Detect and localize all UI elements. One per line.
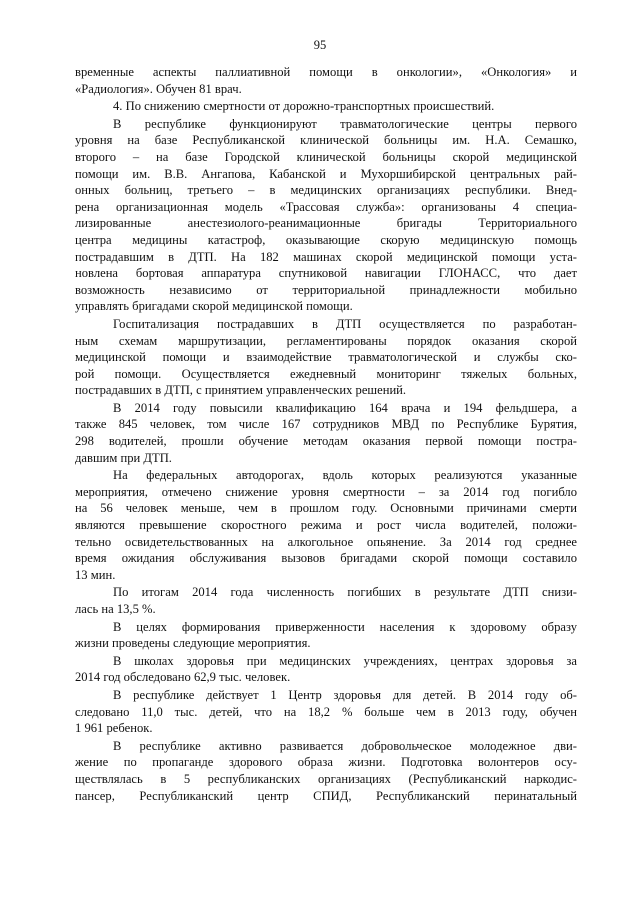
paragraph [75, 116, 577, 315]
text-line: 1 961 ребенок. [75, 721, 153, 736]
text-line: Госпитализация пострадавших в ДТП осуществляется по разработан- [113, 316, 577, 331]
paragraph [75, 316, 577, 399]
paragraph [75, 584, 577, 617]
text-line: медицинской помощи и взаимодействие травматологической и службы ско- [75, 350, 577, 365]
text-line: ществлялась в 5 республиканских организациях (Республиканский наркодис- [75, 771, 577, 786]
text-line: пострадавшим в ДТП. На 182 машинах скорой медицинской помощи уста- [75, 249, 577, 264]
paragraph [75, 467, 577, 583]
paragraph [75, 687, 577, 737]
text-line: помощи им. В.В. Ангапова, Кабанской и Мухоршибирской центральных рай- [75, 166, 577, 181]
text-line: центра медицины катастроф, оказывающие скорую медицинскую помощь [75, 232, 577, 247]
paragraph [75, 400, 577, 466]
page-number: 95 [313, 38, 327, 52]
text-line: В целях формирования приверженности населения к здоровому образу [113, 619, 577, 634]
text-line: В республике функционируют травматологические центры первого [113, 116, 577, 131]
text-line: время ожидания обслуживания вызовов бригадами скорой помощи составило [75, 551, 577, 566]
text-line: второго – на базе Городской клинической больницы скорой медицинской [75, 149, 577, 164]
paragraph [75, 98, 577, 115]
text-line: возможность независимо от территориальной принадлежности мобильно [75, 282, 577, 297]
text-line: следовано 11,0 тыс. детей, что на 18,2 % больше чем в 2013 году, обучен [75, 704, 577, 719]
paragraph [75, 738, 577, 804]
paragraph [75, 653, 577, 686]
text-line: 4. По снижению смертности от дорожно-транспортных происшествий. [113, 99, 495, 114]
text-line: новлена бортовая аппаратура спутниковой навигации ГЛОНАСС, что дает [75, 266, 577, 281]
text-line: ным схемам маршрутизации, регламентированы порядок оказания скорой [75, 333, 577, 348]
paragraph [75, 619, 577, 652]
text-line: мероприятия, отмечено снижение уровня смертности – за 2014 год погибло [75, 484, 577, 499]
text-line: лась на 13,5 %. [75, 602, 156, 616]
text-line: 2014 год обследовано 62,9 тыс. человек. [75, 670, 291, 685]
text-line: рена организационная модель «Трассовая служба»: организованы 4 специа- [75, 199, 577, 214]
text-line: «Радиология». Обучен 81 врач. [75, 81, 242, 96]
text-line: В 2014 году повысили квалификацию 164 врача и 194 фельдшера, а [113, 400, 577, 415]
paragraph [75, 64, 577, 97]
text-line: жение по пропаганде здорового образа жизни. Подготовка волонтеров осу- [75, 755, 577, 770]
text-line: лизированные анестезиолого-реанимационные бригады Территориального [75, 216, 577, 231]
text-line: На федеральных автодорогах, вдоль которых реализуются указанные [113, 468, 577, 483]
text-line: В республике активно развивается добровольческое молодежное дви- [113, 738, 577, 753]
text-line: тельно освидетельствованных на алкогольное опьянение. За 2014 год среднее [75, 534, 577, 549]
document-body [75, 64, 577, 804]
text-line: давшим при ДТП. [75, 450, 172, 465]
text-line: 298 водителей, прошли обучение методам оказания первой помощи постра- [75, 434, 577, 449]
text-line: В республике действует 1 Центр здоровья для детей. В 2014 году об- [113, 687, 577, 702]
text-line: пансер, Республиканский центр СПИД, Республиканский перинатальный [75, 788, 577, 803]
text-line: являются превышение скоростного режима и рост числа водителей, положи- [75, 518, 577, 533]
text-line: В школах здоровья при медицинских учреждениях, центрах здоровья за [113, 653, 577, 668]
text-line: временные аспекты паллиативной помощи в онкологии», «Онкология» и [75, 65, 577, 79]
text-line: на 56 человек меньше, чем в прошлом году. Основными причинами смерти [75, 501, 577, 516]
text-line: также 845 человек, том числе 167 сотрудников МВД по Республике Бурятия, [75, 417, 577, 432]
text-line: жизни проведены следующие мероприятия. [75, 636, 311, 651]
text-line: управлять бригадами скорой медицинской помощи. [75, 299, 353, 314]
text-line: уровня на базе Республиканской клинической больницы им. Н.А. Семашко, [75, 133, 577, 148]
text-line: 13 мин. [75, 567, 116, 582]
text-line: пострадавших в ДТП, с принятием управленческих решений. [75, 383, 407, 398]
text-line: По итогам 2014 года численность погибших в результате ДТП снизи- [113, 585, 577, 600]
text-line: рой помощи. Осуществляется ежедневный мониторинг тяжелых больных, [75, 366, 577, 381]
text-line: онных больниц, третьего – в медицинских организациях республики. Внед- [75, 183, 577, 198]
